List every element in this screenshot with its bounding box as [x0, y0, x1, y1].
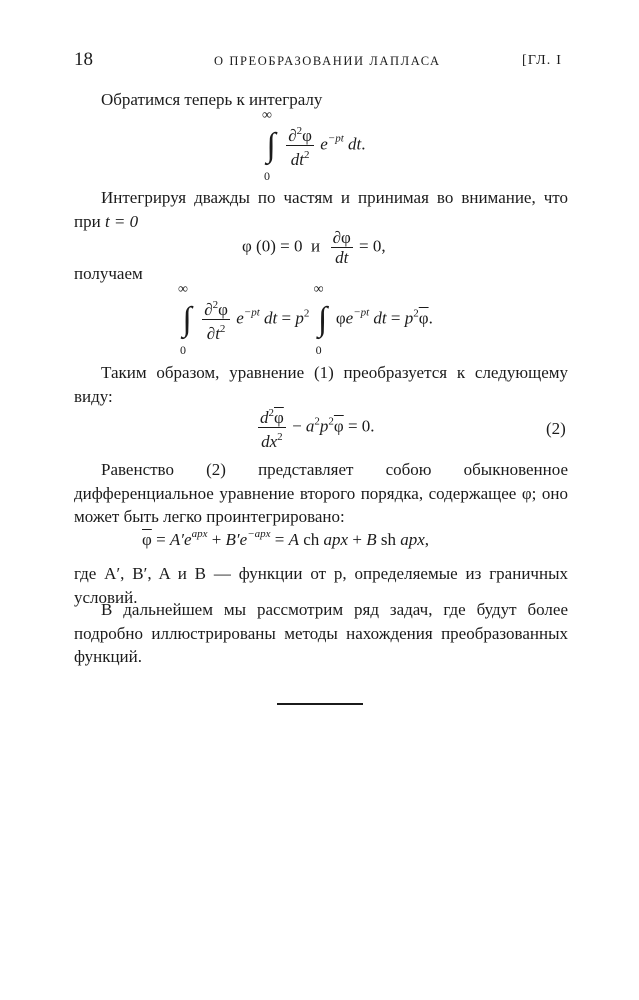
paragraph-1: Обратимся теперь к интегралу	[101, 90, 323, 109]
formula-initial-conditions: φ (0) = 0 и $\frac{\partial\varphi}{dt}$ = 0,	[242, 228, 386, 267]
formula-general-solution: $\overline{\varphi} = A'e^{apx} + B'e^{-apx} = A$ ch apx + B sh apx,	[142, 528, 429, 549]
paragraph-3: получаем	[74, 264, 143, 283]
paragraph-7: В дальнейшем мы рассмотрим ряд задач, где будут более подробно иллюстрированы методы нахождения преобразованных функций.	[74, 600, 568, 666]
paragraph-2	[74, 186, 568, 233]
formula-ode: $\frac{d^2\overline{\varphi}}{dx^2}$ − $a^2p^2\overline{\varphi} = 0$.	[260, 407, 375, 451]
paragraph-2-text: Интегрируя дважды по частям и принимая во внимание, что при	[74, 188, 568, 231]
equation-number: (2)	[546, 419, 566, 438]
formula-integral-1: ∞ ∫ 0 $\frac{\partial^2\varphi}{dt^2}$ $e^{-pt}$ dt.	[262, 107, 366, 183]
end-rule	[277, 703, 363, 705]
condition-formula: t = 0	[104, 211, 139, 231]
page-number: 18	[74, 49, 93, 70]
running-title: О ПРЕОБРАЗОВАНИИ ЛАПЛАСА	[214, 54, 441, 68]
paragraph-4: Таким образом, уравнение (1) преобразуется к следующему виду:	[74, 363, 568, 406]
chapter-label: [ГЛ. I	[522, 53, 563, 68]
paragraph-5: Равенство (2) представляет собою обыкновенное дифференциальное уравнение второго порядка, содержащее φ; оно может быть легко проинтегрировано:	[74, 460, 568, 526]
formula-integral-by-parts: ∞ ∫ 0 $\frac{\partial^2\varphi}{\partial t^2}$ $e^{-pt}$ dt = $p^2$ ∞ ∫ 0 $\varphi e^{-pt}$ dt = $p^2\overline{\varphi}$.	[178, 281, 433, 357]
paragraph-6: где A′, B′, A и B — функции от p, определяемые из граничных условий.	[74, 564, 568, 607]
